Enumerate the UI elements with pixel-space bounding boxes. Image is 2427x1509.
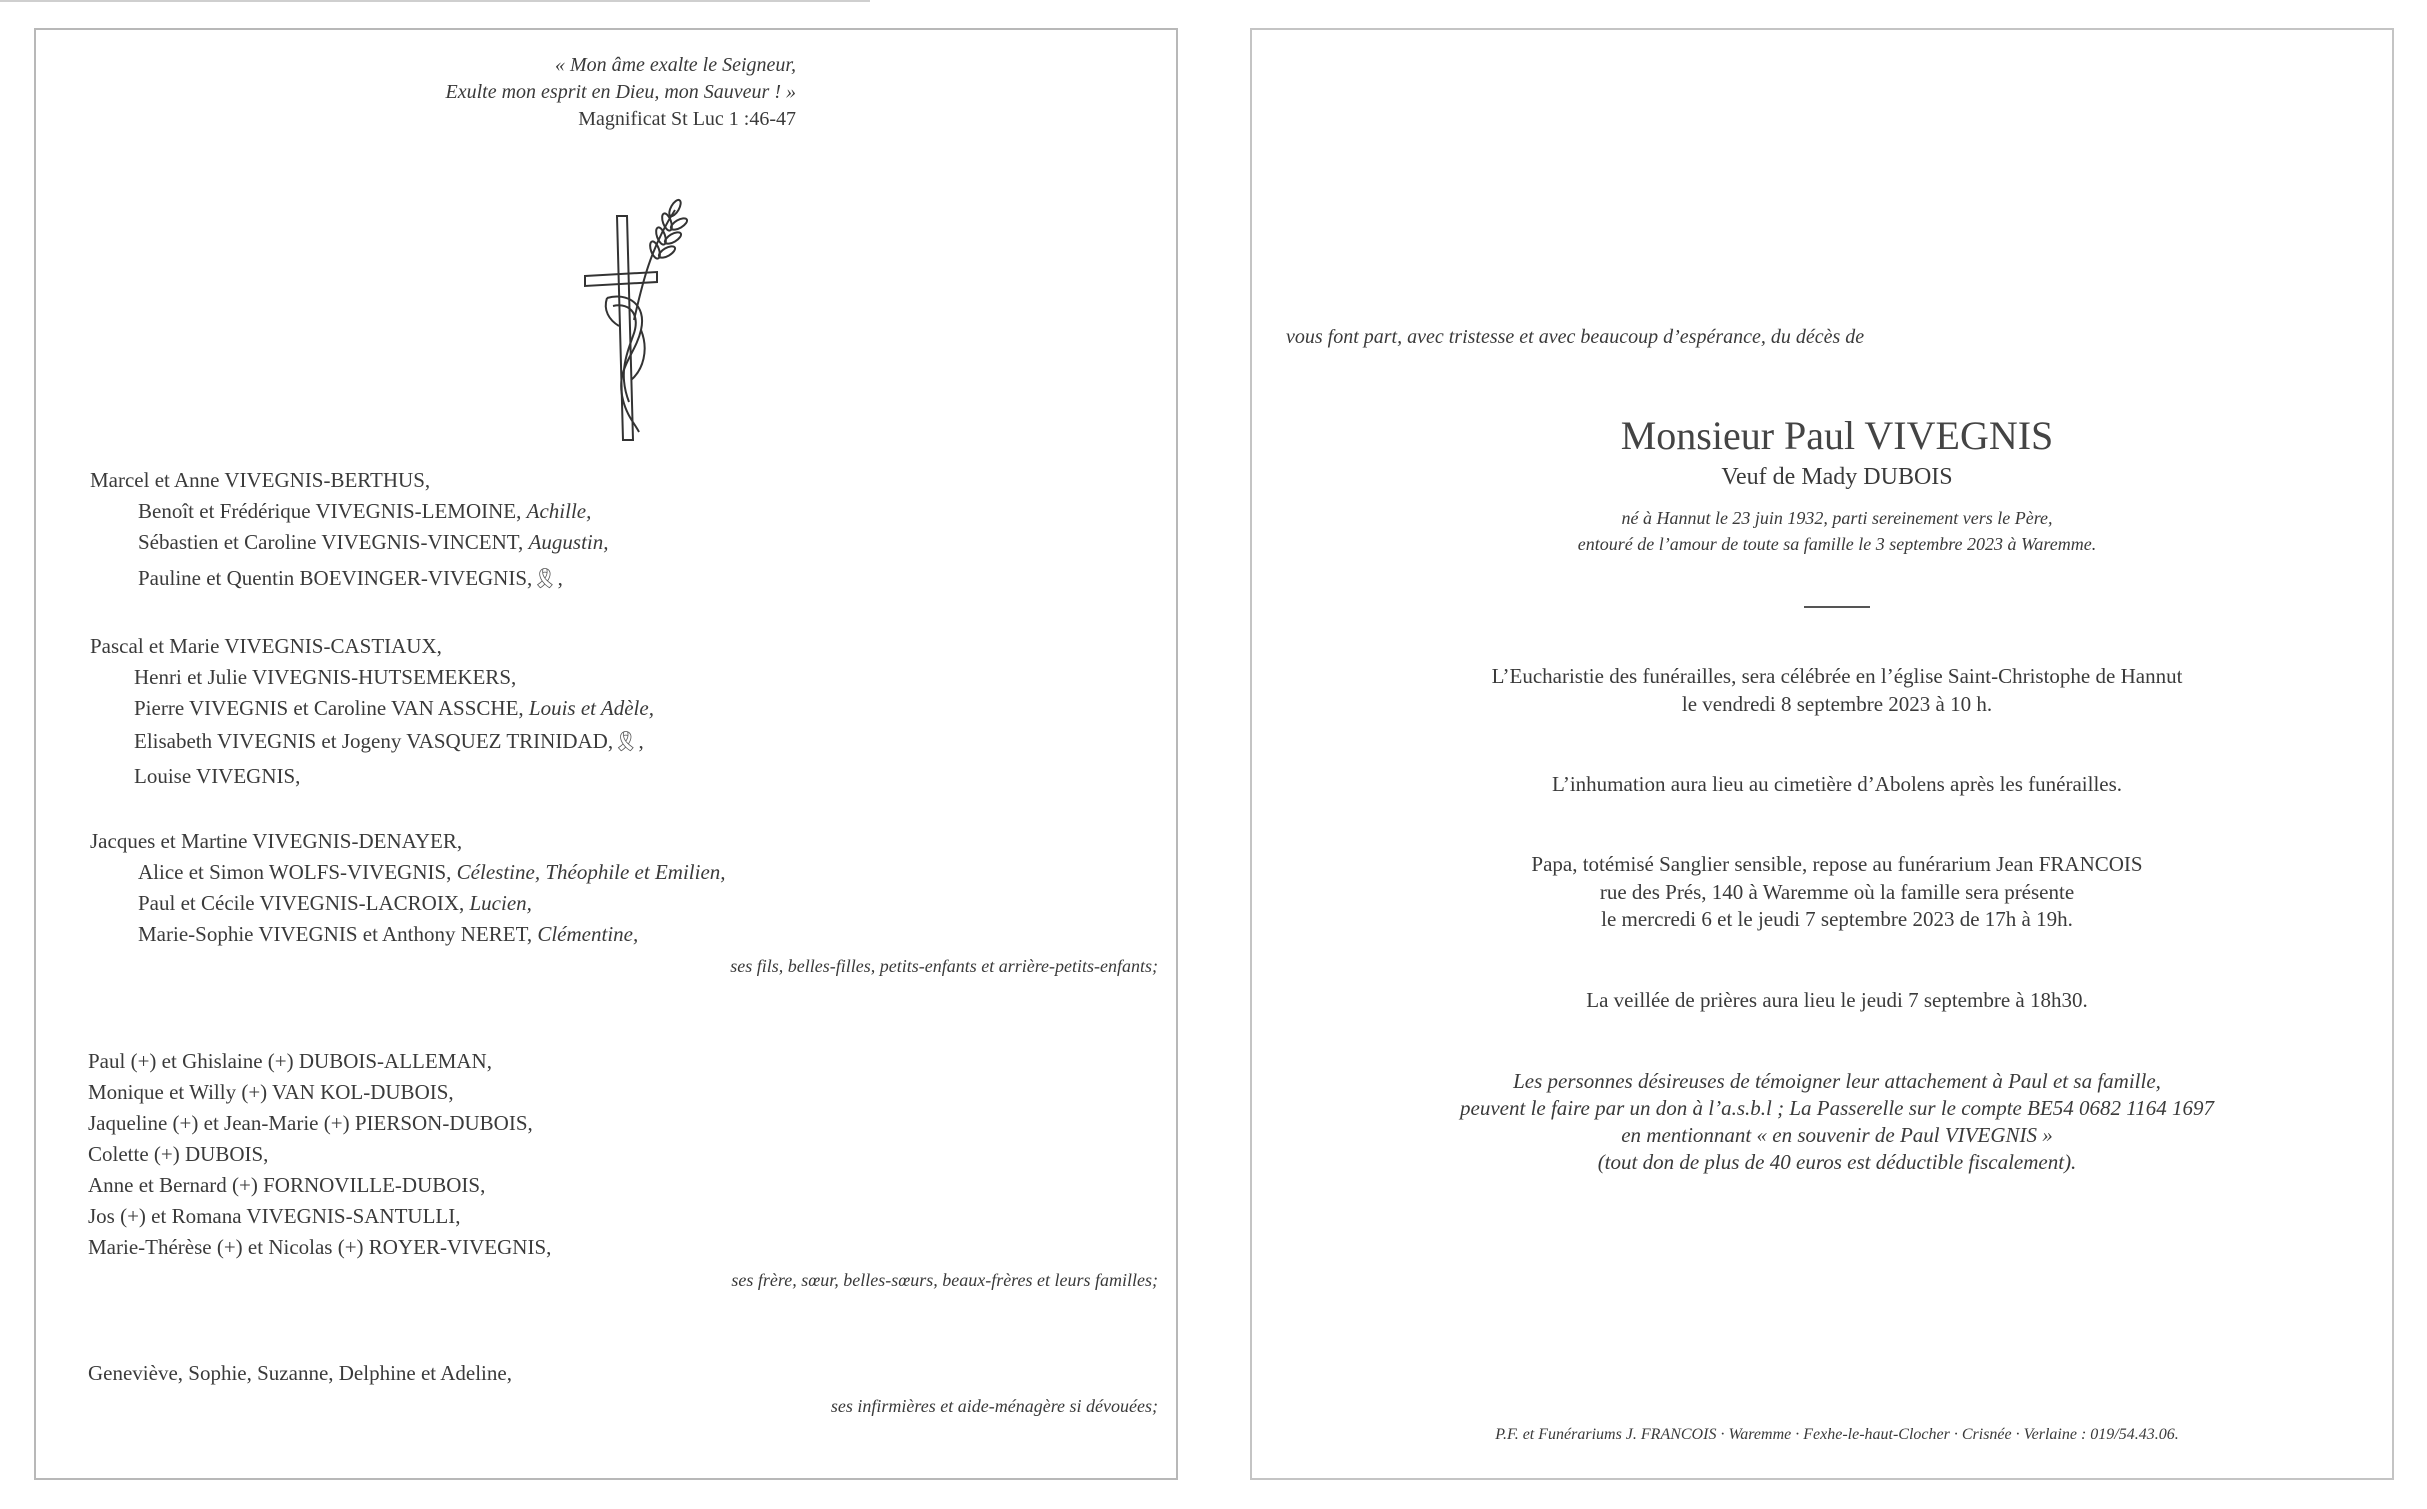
birth-line-2: entouré de l’amour de toute sa famille le 3 septembre 2023 à Waremme.: [1577, 534, 2097, 554]
sibling-line: Monique et Willy (+) VAN KOL-DUBOIS,: [88, 1080, 454, 1104]
donation-line-2: peuvent le faire par un don à l’a.s.b.l ; La Passerelle sur le compte BE54 0682 1164 1697: [1460, 1096, 2214, 1120]
sibling-line: Paul (+) et Ghislaine (+) DUBOIS-ALLEMAN,: [88, 1049, 492, 1073]
family-line: Elisabeth VIVEGNIS et Jogeny VASQUEZ TRINIDAD,🎗,: [134, 729, 644, 753]
family-line: Louise VIVEGNIS,: [134, 764, 301, 788]
birth-line-1: né à Hannut le 23 juin 1932, parti sereinement vers le Père,: [1621, 508, 2053, 528]
sibling-line: Anne et Bernard (+) FORNOVILLE-DUBOIS,: [88, 1173, 486, 1197]
visitation-line-1: Papa, totémisé Sanglier sensible, repose au funérarium Jean FRANCOIS: [1531, 852, 2143, 876]
relationship-caption: ses frère, sœur, belles-sœurs, beaux-frères et leurs familles;: [731, 1270, 1158, 1290]
sibling-line: Marie-Thérèse (+) et Nicolas (+) ROYER-VIVEGNIS,: [88, 1235, 552, 1259]
epigraph-line-1: « Mon âme exalte le Seigneur,: [554, 54, 796, 76]
family-line: Pascal et Marie VIVEGNIS-CASTIAUX,: [90, 634, 442, 658]
epigraph-reference: Magnificat St Luc 1 :46-47: [578, 108, 796, 130]
funeral-line-1: L’Eucharistie des funérailles, sera célébrée en l’église Saint-Christophe de Hannut: [1491, 664, 2183, 688]
nurses-line: Geneviève, Sophie, Suzanne, Delphine et Adeline,: [88, 1361, 512, 1385]
widower-line: Veuf de Mady DUBOIS: [1721, 464, 1953, 490]
family-line: Alice et Simon WOLFS-VIVEGNIS, Célestine, Théophile et Emilien,: [138, 860, 726, 884]
funeral-home-footer: P.F. et Funérariums J. FRANCOIS · Waremme · Fexhe-le-haut-Clocher · Crisnée · Verlaine : 019/54.43.06.: [1495, 1426, 2179, 1443]
sibling-line: Jaqueline (+) et Jean-Marie (+) PIERSON-DUBOIS,: [88, 1111, 533, 1135]
family-line: Paul et Cécile VIVEGNIS-LACROIX, Lucien,: [138, 891, 532, 915]
visitation-line-2: rue des Prés, 140 à Waremme où la famille sera présente: [1599, 880, 2075, 904]
relationship-caption: ses infirmières et aide-ménagère si dévouées;: [830, 1396, 1158, 1416]
family-line: Marie-Sophie VIVEGNIS et Anthony NERET, Clémentine,: [138, 922, 639, 946]
right-page: [1250, 28, 2394, 1480]
sibling-line: Colette (+) DUBOIS,: [88, 1142, 269, 1166]
deceased-name: Monsieur Paul VIVEGNIS: [1620, 413, 2054, 458]
separator-line: [1804, 606, 1870, 608]
ribbon-icon: 🎗: [532, 568, 558, 590]
donation-line-1: Les personnes désireuses de témoigner leur attachement à Paul et sa famille,: [1513, 1069, 2161, 1093]
scan-top-edge: [0, 0, 870, 2]
ribbon-icon: 🎗: [613, 731, 639, 753]
donation-line-4: (tout don de plus de 40 euros est déductible fiscalement).: [1597, 1150, 2077, 1174]
funeral-line-2: le vendredi 8 septembre 2023 à 10 h.: [1681, 692, 1993, 716]
vigil-line: La veillée de prières aura lieu le jeudi 7 septembre à 18h30.: [1586, 988, 2088, 1012]
cross-wheat-icon: [579, 180, 729, 450]
sibling-line: Jos (+) et Romana VIVEGNIS-SANTULLI,: [88, 1204, 461, 1228]
announcement-intro: vous font part, avec tristesse et avec beaucoup d’espérance, du décès de: [1286, 326, 1865, 348]
family-line: Pierre VIVEGNIS et Caroline VAN ASSCHE, Louis et Adèle,: [134, 696, 654, 720]
family-line: Pauline et Quentin BOEVINGER-VIVEGNIS,🎗,: [138, 566, 563, 590]
epigraph-line-2: Exulte mon esprit en Dieu, mon Sauveur ! »: [445, 81, 796, 103]
family-line: Jacques et Martine VIVEGNIS-DENAYER,: [90, 829, 463, 853]
donation-line-3: en mentionnant « en souvenir de Paul VIVEGNIS »: [1621, 1123, 2053, 1147]
visitation-line-3: le mercredi 6 et le jeudi 7 septembre 2023 de 17h à 19h.: [1601, 907, 2073, 931]
family-line: Sébastien et Caroline VIVEGNIS-VINCENT, Augustin,: [138, 530, 609, 554]
left-page: [34, 28, 1178, 1480]
relationship-caption: ses fils, belles-filles, petits-enfants et arrière-petits-enfants;: [730, 956, 1158, 976]
family-line: Benoît et Frédérique VIVEGNIS-LEMOINE, Achille,: [138, 499, 592, 523]
burial-line: L’inhumation aura lieu au cimetière d’Abolens après les funérailles.: [1551, 772, 2123, 796]
family-line: Henri et Julie VIVEGNIS-HUTSEMEKERS,: [134, 665, 517, 689]
family-line: Marcel et Anne VIVEGNIS-BERTHUS,: [90, 468, 431, 492]
